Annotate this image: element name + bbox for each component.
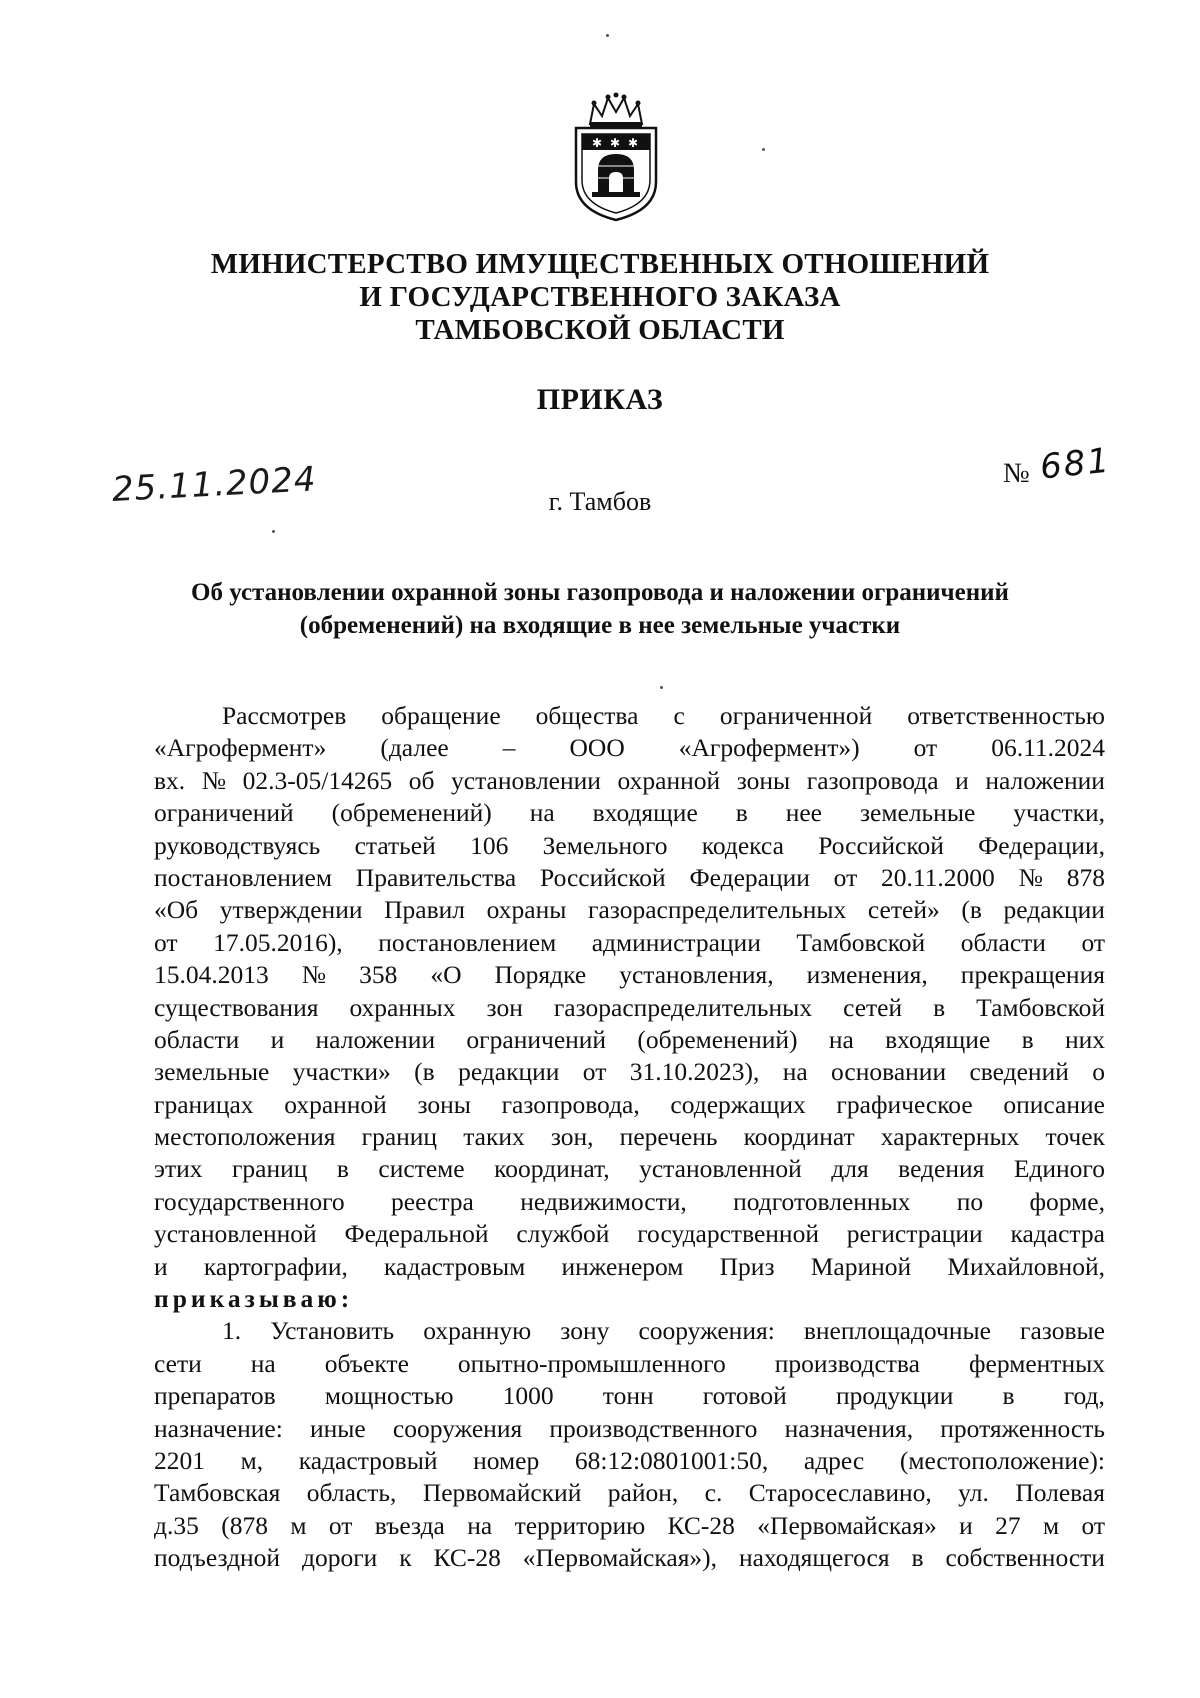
subject-line-1: Об установлении охранной зоны газопровода и наложении ограничений: [191, 579, 1009, 606]
body-word: регистрации: [846, 1219, 983, 1249]
body-word: Земельного: [542, 830, 668, 860]
body-word: от: [582, 1057, 607, 1087]
body-line: [154, 1089, 1105, 1121]
body-word: от: [1081, 927, 1105, 957]
body-word: производственного: [549, 1413, 758, 1443]
body-word: и: [154, 1251, 168, 1281]
body-line: [154, 1186, 1105, 1218]
body-word: въезда: [374, 1510, 445, 1540]
body-word: таких: [463, 1122, 525, 1152]
body-word: газораспределительных: [588, 895, 847, 925]
body-line: [154, 1056, 1105, 1088]
body-word: Тамбовская: [154, 1478, 281, 1508]
body-word: кодекса: [701, 830, 784, 860]
scan-speck: [606, 34, 609, 37]
body-word: сети: [154, 1348, 202, 1378]
body-word: установленной: [154, 1219, 317, 1249]
body-word: ООО: [569, 733, 625, 763]
body-word: системе: [378, 1154, 465, 1184]
body-line: [154, 1477, 1105, 1509]
body-word: 878: [1066, 862, 1105, 892]
body-word: область,: [306, 1478, 397, 1508]
body-word: «Первомайская»),: [522, 1543, 718, 1573]
order-subject: [110, 576, 1090, 642]
subject-line-2: (обременений) на входящие в нее земельные участки: [299, 612, 901, 639]
body-line: [154, 1024, 1105, 1056]
coat-of-arms-emblem: [568, 92, 664, 222]
body-word: газораспределительных: [553, 992, 813, 1022]
body-word: характерных: [880, 1122, 1020, 1152]
body-word: для: [831, 1154, 869, 1184]
body-word: сооружения:: [638, 1316, 775, 1346]
body-word: (878: [221, 1510, 268, 1540]
body-word: Федерации,: [978, 830, 1105, 860]
body-word: перечень: [619, 1122, 718, 1152]
body-word: инженером: [561, 1251, 684, 1281]
body-word: протяженность: [940, 1413, 1105, 1443]
body-word: сетей»: [867, 895, 940, 925]
body-word: входящие: [885, 1024, 991, 1054]
body-word: «Об: [154, 895, 199, 925]
body-word: сооружения: [392, 1413, 523, 1443]
svg-text:✱: ✱: [628, 136, 639, 150]
body-word: 2201: [154, 1445, 205, 1475]
body-word: кадастра: [1010, 1219, 1105, 1249]
body-word: руководствуясь: [154, 830, 321, 860]
body-word: описание: [1003, 1089, 1105, 1119]
body-word: Тамбовской: [796, 927, 926, 957]
body-word: район,: [607, 1478, 679, 1508]
body-word: дороги: [301, 1543, 378, 1573]
body-line: [154, 927, 1105, 959]
body-word: (обременений): [331, 798, 492, 828]
body-word: тонн: [602, 1381, 654, 1411]
body-word: в: [911, 1543, 924, 1573]
body-word: зон,: [550, 1122, 594, 1152]
body-word: газопровода: [806, 765, 939, 795]
body-word: год,: [1063, 1381, 1105, 1411]
handwritten-number: 681: [1038, 440, 1113, 488]
body-word: от: [1081, 1510, 1105, 1540]
body-word: Федеральной: [344, 1219, 489, 1249]
scan-speck: [272, 530, 275, 533]
body-word: государственной: [637, 1219, 819, 1249]
body-word: от: [833, 862, 858, 892]
body-word: иные: [310, 1413, 366, 1443]
body-line: [154, 1121, 1105, 1153]
body-word: Полевая: [1015, 1478, 1105, 1508]
body-word: на: [782, 1057, 808, 1087]
body-line: [154, 732, 1105, 764]
body-word: внеплощадочные: [803, 1316, 991, 1346]
body-word: входящие: [592, 798, 698, 828]
city-label: г. Тамбов: [548, 487, 652, 516]
body-line: [154, 765, 1105, 797]
ministry-name: [150, 248, 1050, 347]
body-word: на: [467, 1510, 493, 1540]
body-word: реестра: [391, 1186, 474, 1216]
body-word: изменения,: [806, 960, 928, 990]
body-word: газовые: [1020, 1316, 1105, 1346]
body-word: «Агрофермент»): [678, 733, 860, 763]
body-word: вх.: [154, 765, 186, 795]
body-word: наложении: [315, 1024, 436, 1054]
body-word: назначение:: [154, 1413, 283, 1443]
body-word: объекте: [324, 1348, 409, 1378]
body-word: земельные: [154, 1057, 270, 1087]
body-word: продукции: [835, 1381, 954, 1411]
body-word: в: [933, 992, 946, 1022]
body-word: 20.11.2000: [881, 862, 995, 892]
document-type-title: ПРИКАЗ: [536, 383, 664, 416]
body-word: 358: [359, 960, 398, 990]
body-word: редакции: [458, 1057, 560, 1087]
body-word: установленной: [639, 1154, 802, 1184]
body-word: ответственностью: [907, 701, 1105, 730]
body-word: к: [399, 1543, 412, 1573]
body-line: [154, 1510, 1105, 1542]
body-word: них: [1064, 1024, 1105, 1054]
body-word: Правительства: [355, 862, 517, 892]
body-word: земельные: [859, 798, 976, 828]
body-word: от: [913, 733, 938, 763]
body-word: общества: [535, 701, 639, 730]
body-word: этих: [154, 1154, 203, 1184]
body-word: и: [270, 1024, 285, 1054]
body-word: (в: [961, 895, 982, 925]
body-word: (местоположение):: [899, 1445, 1105, 1475]
body-word: м: [1042, 1510, 1060, 1540]
body-word: «Агрофермент»: [154, 733, 327, 763]
body-word: в: [1021, 1024, 1034, 1054]
body-word: ведения: [898, 1154, 985, 1184]
number-label: №: [1003, 458, 1030, 489]
body-word: с: [673, 701, 685, 730]
body-word: Российской: [818, 830, 944, 860]
body-word: ул.: [958, 1478, 989, 1508]
body-word: КС-28: [433, 1543, 501, 1573]
body-word: картографии,: [203, 1251, 348, 1281]
body-word: недвижимости,: [520, 1186, 687, 1216]
body-word: опытно-промышленного: [457, 1348, 726, 1378]
body-word: 106: [470, 830, 509, 860]
body-word: №: [201, 765, 227, 795]
body-word: о: [1092, 1057, 1105, 1087]
body-word: по: [956, 1186, 984, 1216]
body-word: назначения,: [784, 1413, 914, 1443]
body-word: на: [529, 798, 555, 828]
body-word: 02.3-05/14265: [242, 765, 393, 795]
body-word: установлении: [451, 765, 601, 795]
body-word: ограничений: [466, 1024, 607, 1054]
body-word: (в: [414, 1057, 435, 1087]
body-word: с.: [704, 1478, 723, 1508]
body-word: на: [250, 1348, 276, 1378]
body-word: обращение: [381, 701, 501, 730]
body-word: участки»: [292, 1057, 391, 1087]
body-word: (далее: [380, 733, 449, 763]
ministry-line-1: МИНИСТЕРСТВО ИМУЩЕСТВЕННЫХ ОТНОШЕНИЙ: [210, 248, 990, 280]
body-word: «О: [430, 960, 462, 990]
body-word: 06.11.2024: [991, 733, 1105, 763]
body-word: наложении: [985, 765, 1105, 795]
body-word: (обременений): [637, 1024, 798, 1054]
body-word: зоны: [736, 765, 791, 795]
body-word: Старосеславино,: [748, 1478, 932, 1508]
body-word: границ: [361, 1122, 438, 1152]
body-word: графическое: [836, 1089, 973, 1119]
body-word: охраны: [486, 895, 567, 925]
body-word: области: [154, 1024, 240, 1054]
body-line: [154, 1283, 1105, 1315]
body-word: границах: [154, 1089, 254, 1119]
body-word: охранную: [423, 1316, 532, 1346]
body-word: охранной: [284, 1089, 387, 1119]
body-word: Рассмотрев: [222, 701, 347, 730]
body-word: производства: [774, 1348, 920, 1378]
body-word: постановлением: [378, 927, 557, 957]
body-word: номер: [473, 1445, 540, 1475]
body-word: Российской: [540, 862, 666, 892]
body-word: ферментных: [969, 1348, 1105, 1378]
body-word: координат: [743, 1122, 855, 1152]
body-line: [154, 1153, 1105, 1185]
body-line: [154, 700, 1105, 732]
body-word: в: [336, 1154, 349, 1184]
body-line: [154, 992, 1105, 1024]
body-word: об: [408, 765, 435, 795]
body-line: [154, 1542, 1105, 1574]
body-word: 27: [995, 1510, 1021, 1540]
body-word: от: [154, 927, 178, 957]
body-line: [154, 1218, 1105, 1250]
body-line: [154, 830, 1105, 862]
body-line: [154, 862, 1105, 894]
body-word: администрации: [591, 927, 761, 957]
scan-speck: [660, 686, 663, 689]
body-word: адрес: [803, 1445, 865, 1475]
body-word: 31.10.2023),: [629, 1057, 760, 1087]
body-word: существования: [154, 992, 319, 1022]
body-word: основании: [831, 1057, 947, 1087]
body-word: на: [828, 1024, 854, 1054]
body-word: №: [1018, 862, 1043, 892]
body-word: Первомайский: [422, 1478, 582, 1508]
body-word: ограничений: [154, 798, 294, 828]
body-word: точек: [1045, 1122, 1105, 1152]
body-word: ограниченной: [719, 701, 873, 730]
body-word: координат,: [494, 1154, 610, 1184]
body-word: зону: [560, 1316, 610, 1346]
body-line: [154, 894, 1105, 926]
body-word: КС-28: [667, 1510, 735, 1540]
body-word: сетей: [843, 992, 903, 1022]
body-word: м: [290, 1510, 307, 1540]
body-word: м,: [240, 1445, 264, 1475]
body-word: области: [960, 927, 1046, 957]
body-word: кадастровый: [298, 1445, 438, 1475]
body-word: Мариной: [810, 1251, 912, 1281]
body-word: Михайловной,: [947, 1251, 1105, 1281]
body-line: [154, 1315, 1105, 1347]
body-word: находящегося: [738, 1543, 890, 1573]
body-word: 1000: [502, 1381, 554, 1411]
body-word: государственного: [154, 1186, 345, 1216]
body-line: [154, 797, 1105, 829]
body-word: подъездной: [154, 1543, 281, 1573]
body-word: подготовленных: [733, 1186, 911, 1216]
body-word: установления,: [619, 960, 774, 990]
svg-text:✱: ✱: [610, 136, 621, 150]
body-word: зон: [486, 992, 523, 1022]
body-word: службой: [516, 1219, 610, 1249]
svg-text:✱: ✱: [592, 136, 603, 150]
body-word: собственности: [945, 1543, 1105, 1573]
body-word: 1.: [222, 1316, 242, 1346]
body-word: зоны: [417, 1089, 471, 1119]
body-word: мощностью: [324, 1381, 454, 1411]
body-line: [154, 1445, 1105, 1477]
body-word: местоположения: [154, 1122, 336, 1152]
ministry-line-2: И ГОСУДАРСТВЕННОГО ЗАКАЗА: [359, 281, 841, 313]
body-word: Установить: [270, 1316, 395, 1346]
body-word: готовой: [702, 1381, 787, 1411]
body-word: Правил: [384, 895, 466, 925]
body-word: нее: [785, 798, 823, 828]
body-word: газопровода,: [501, 1089, 640, 1119]
body-line: [154, 1348, 1105, 1380]
body-word: в: [735, 798, 748, 828]
body-line: [154, 959, 1105, 991]
body-word: сведений: [969, 1057, 1069, 1087]
order-body-text: [154, 700, 1105, 1575]
body-word: «Первомайская»: [757, 1510, 937, 1540]
body-word: прекращения: [960, 960, 1105, 990]
body-word: территорию: [514, 1510, 646, 1540]
body-line: [154, 1380, 1105, 1412]
body-word: 17.05.2016),: [213, 927, 343, 957]
body-word: д.35: [154, 1510, 199, 1540]
body-word: утверждении: [219, 895, 363, 925]
body-word: границ: [231, 1154, 308, 1184]
body-word: в: [1002, 1381, 1015, 1411]
body-line: [154, 1251, 1105, 1283]
body-word: 68:12:0801001:50,: [574, 1445, 769, 1475]
body-word: Единого: [1013, 1154, 1105, 1184]
body-word: и: [959, 1510, 973, 1540]
body-word: –: [502, 733, 516, 763]
body-word: кадастровым: [384, 1251, 526, 1281]
body-word: охранных: [349, 992, 456, 1022]
body-word: Тамбовской: [976, 992, 1105, 1022]
body-word: постановлением: [154, 862, 333, 892]
body-word: участки,: [1013, 798, 1105, 828]
scan-speck: [762, 148, 765, 151]
body-word: статьей: [354, 830, 436, 860]
body-line: [154, 1413, 1105, 1445]
body-word: редакции: [1003, 895, 1105, 925]
body-word: приказываю:: [154, 1284, 354, 1314]
ministry-line-3: ТАМБОВСКОЙ ОБЛАСТИ: [415, 314, 785, 346]
body-word: Порядке: [494, 960, 587, 990]
body-word: №: [301, 960, 327, 990]
body-word: 15.04.2013: [154, 960, 269, 990]
body-word: препаратов: [154, 1381, 276, 1411]
body-word: форме,: [1029, 1186, 1105, 1216]
body-word: содержащих: [670, 1089, 806, 1119]
body-word: охранной: [617, 765, 721, 795]
body-word: от: [328, 1510, 353, 1540]
handwritten-date: 25.11.2024: [110, 459, 318, 510]
body-word: и: [955, 765, 969, 795]
body-word: Приз: [719, 1251, 775, 1281]
body-word: Федерации: [689, 862, 810, 892]
